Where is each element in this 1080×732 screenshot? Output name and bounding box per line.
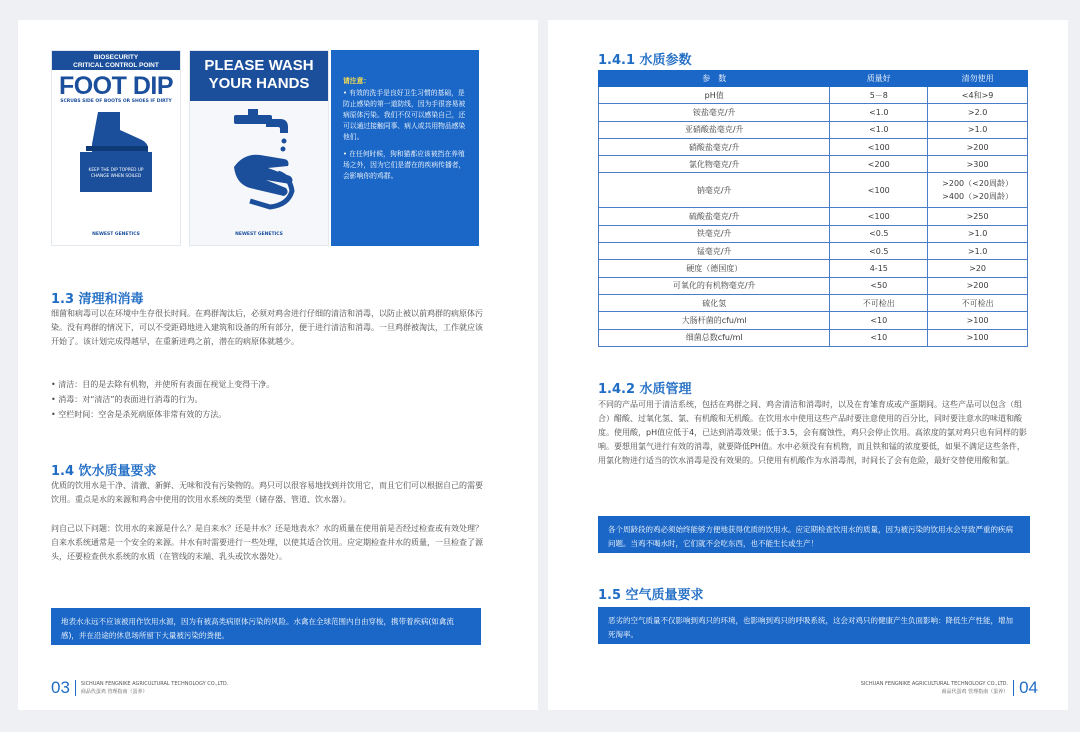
table-row	[599, 138, 1028, 155]
company-name: SICHUAN FENGNIKE AGRICULTURAL TECHNOLOGY CO.,LTD.	[860, 681, 1009, 687]
section-body: 不同的产品可用于清洁系统，包括在鸡群之间、鸡舍清洁和消毒时，以及在育雏育成或产蛋期间。这些产品可以包含（组合）醋酸、过氧化氢、氯、有机酸和无机酸。在饮用水中使用这些产品时要注意使用的百分比，同时要注意水的味道和酸度。使用酸，pH值应低于4，已达到消毒效果；低于3.5，会有腐蚀性，鸡只会停止饮用。高浓度的氯对鸡只也有同样的影响。要想用氯气进行有效的消毒，就要降低PH值。水中必须没有有机物，而且铁和锰的浓度要低，如果不满足这些条件，用氯化物进行适当的饮水消毒是没有效果的。只使用有机酸作为水消毒剂，时间长了会有危险，最好交替使用酸和氯。	[598, 400, 1027, 465]
table-row	[599, 260, 1028, 277]
section-body: 问自己以下问题：饮用水的来源是什么？是自来水？还是井水？还是地表水？水的质量在使用前是否经过检查或有效处理？自来水系统通常是一个安全的来源。井水有时需要进行一些处理，以使其适合饮用。应定期检查井水的质量，一旦检查了源头，还要检查供水系统的水质（在管线的末端、乳头或饮水器处）。	[51, 524, 483, 561]
page-footer	[861, 678, 1038, 698]
table-cell: 不可检出	[830, 294, 928, 311]
table-cell: <100	[830, 208, 928, 225]
company-name: SICHUAN FENGNIKE AGRICULTURAL TECHNOLOGY CO.,LTD.	[80, 681, 229, 687]
guide-name: 商品代蛋鸡 管理指南（蛋养）	[80, 689, 148, 695]
table-cell: >250	[928, 208, 1028, 225]
table-cell: pH值	[599, 87, 830, 104]
dip-instruction: KEEP THE DIP TOPPED UP CHANGE WHEN SOILED	[88, 168, 144, 179]
table-row	[599, 156, 1028, 173]
page-number: 03	[51, 678, 70, 697]
table-row	[599, 294, 1028, 311]
footer-divider	[75, 680, 76, 696]
table-cell: 硫化氢	[599, 294, 830, 311]
table-cell: 亚硝酸盐毫克/升	[599, 121, 830, 138]
table-cell: >200	[928, 138, 1028, 155]
table-cell: <1.0	[830, 104, 928, 121]
section-heading-1-4-2: 1.4.2 水质管理	[598, 382, 692, 397]
note-paragraph: • 有效的洗手是良好卫生习惯的基础，是防止感染的第一道防线，因为手很容易被病原体污染。我们不仅可以感染自己，还可以通过接触同事、病人或共用物品感染他们。	[343, 89, 466, 141]
poster-title: FOOT DIP	[58, 72, 174, 100]
table-cell: >200	[928, 277, 1028, 294]
table-cell: <1.0	[830, 121, 928, 138]
poster-logo: NEWEST GENETICS	[235, 232, 283, 237]
boot-icon	[76, 108, 156, 154]
table-cell: 大肠杆菌的cfu/ml	[599, 312, 830, 329]
footer-divider	[1013, 680, 1014, 696]
table-cell: <100	[830, 138, 928, 155]
table-cell: >100	[928, 329, 1028, 346]
left-page	[18, 20, 538, 710]
right-page	[548, 20, 1068, 710]
table-row	[599, 243, 1028, 260]
table-cell: 铵盐毫克/升	[599, 104, 830, 121]
table-cell: >1.0	[928, 225, 1028, 242]
table-cell: <100	[830, 173, 928, 208]
table-cell: 可氧化的有机物毫克/升	[599, 277, 830, 294]
note-paragraph: • 在任何时候，狗和猫都应该被挡在养殖场之外，因为它们是潜在的疾病传播者，会影响你的鸡群。	[343, 150, 466, 180]
note-title: 请注意：	[343, 77, 371, 85]
table-cell: >200（<20周龄） >400（>20周龄）	[928, 173, 1028, 208]
table-row	[599, 329, 1028, 346]
table-header: 清勿使用	[928, 71, 1028, 87]
bullet-item: • 消毒：对“清洁”的表面进行消毒的行为。	[51, 395, 203, 404]
hand-washing-icon	[204, 107, 314, 217]
section-heading-1-5: 1.5 空气质量要求	[598, 588, 704, 603]
section-body: 优质的饮用水是干净、清澈、新鲜、无味和没有污染物的。鸡只可以很容易地找到并饮用它，而且它们可以根据自己的需要饮用。重点是水的来源和鸡舍中使用的饮用水系统的类型（储存器、管道、饮水器）。	[51, 481, 483, 504]
table-cell: 硫酸盐毫克/升	[599, 208, 830, 225]
table-cell: >300	[928, 156, 1028, 173]
table-cell: 氯化物毫克/升	[599, 156, 830, 173]
section-body: 细菌和病毒可以在环境中生存很长时间。在鸡群淘汰后，必须对鸡舍进行仔细的清洁和消毒，以防止被以前鸡群的病原体污染。没有鸡群的情况下，可以不受距碍地进入建筑和设备的所有部分，便于进行清洁和消毒。一旦鸡群被淘汰，工作就应该开始了。该计划完成得越早，在重新进鸡之前，潜在的病原体就越少。	[51, 309, 483, 346]
table-cell: <0.5	[830, 225, 928, 242]
table-row	[599, 87, 1028, 104]
table-row	[599, 225, 1028, 242]
table-cell: <200	[830, 156, 928, 173]
water-quality-table	[598, 70, 1028, 347]
callout-box: 地表水永远不应该被用作饮用水源，因为有被高类病原体污染的风险。水禽在全球范围内自由穿梭，携带着疾病(如禽流感)，并在沿途的休息场所留下大量被污染的粪便。	[51, 608, 481, 645]
table-cell: 铁毫克/升	[599, 225, 830, 242]
table-cell: 不可检出	[928, 294, 1028, 311]
table-cell: 5－8	[830, 87, 928, 104]
section-heading-1-4-1: 1.4.1 水质参数	[598, 53, 692, 68]
poster-logo: NEWEST GENETICS	[92, 232, 140, 237]
table-cell: 4-15	[830, 260, 928, 277]
page-footer	[51, 678, 228, 698]
table-row	[599, 121, 1028, 138]
poster-title: PLEASE WASH YOUR HANDS	[190, 51, 328, 101]
table-row	[599, 104, 1028, 121]
table-cell: <10	[830, 312, 928, 329]
section-heading-1-3: 1.3 清理和消毒	[51, 292, 144, 307]
table-cell: 锰毫克/升	[599, 243, 830, 260]
table-row	[599, 208, 1028, 225]
dip-tray	[80, 152, 152, 192]
table-cell: >2.0	[928, 104, 1028, 121]
table-row	[599, 277, 1028, 294]
table-cell: 硝酸盐毫克/升	[599, 138, 830, 155]
callout-box: 各个周龄段的鸡必须始终能够方便地获得优质的饮用水。应定期检查饮用水的质量，因为被污染的饮用水会导致严重的疾病问题。当鸡不喝水时，它们就不会吃东西，也不能生长或生产！	[598, 516, 1030, 553]
table-cell: 钠毫克/升	[599, 173, 830, 208]
foot-dip-poster	[51, 50, 181, 246]
bullet-item: • 清洁：目的是去除有机物，并使所有表面在视觉上变得干净。	[51, 380, 275, 389]
table-cell: <4和>9	[928, 87, 1028, 104]
page-number: 04	[1019, 678, 1038, 697]
table-header: 参 数	[599, 71, 830, 87]
table-cell: <0.5	[830, 243, 928, 260]
note-box	[331, 50, 479, 246]
table-cell: 硬度（德国度）	[599, 260, 830, 277]
table-cell: <10	[830, 329, 928, 346]
table-cell: 细菌总数cfu/ml	[599, 329, 830, 346]
table-row	[599, 173, 1028, 208]
table-cell: >1.0	[928, 243, 1028, 260]
guide-name: 商品代蛋鸡 管理指南（蛋养）	[941, 689, 1009, 695]
wash-hands-poster	[189, 50, 329, 246]
table-cell: >20	[928, 260, 1028, 277]
bullet-item: • 空栏时间：空舍是杀死病原体非常有效的方法。	[51, 410, 227, 419]
poster-subtitle: SCRUBS SIDE OF BOOTS OR SHOES IF DIRTY	[60, 99, 172, 104]
section-heading-1-4: 1.4 饮水质量要求	[51, 464, 157, 479]
table-cell: >1.0	[928, 121, 1028, 138]
table-header: 质量好	[830, 71, 928, 87]
poster-header: BIOSECURITY CRITICAL CONTROL POINT	[52, 51, 180, 70]
table-cell: >100	[928, 312, 1028, 329]
table-row	[599, 312, 1028, 329]
callout-box: 恶劣的空气质量不仅影响到鸡只的环境，也影响到鸡只的呼吸系统，这会对鸡只的健康产生负面影响：降低生产性能，增加死淘率。	[598, 607, 1030, 644]
table-cell: <50	[830, 277, 928, 294]
